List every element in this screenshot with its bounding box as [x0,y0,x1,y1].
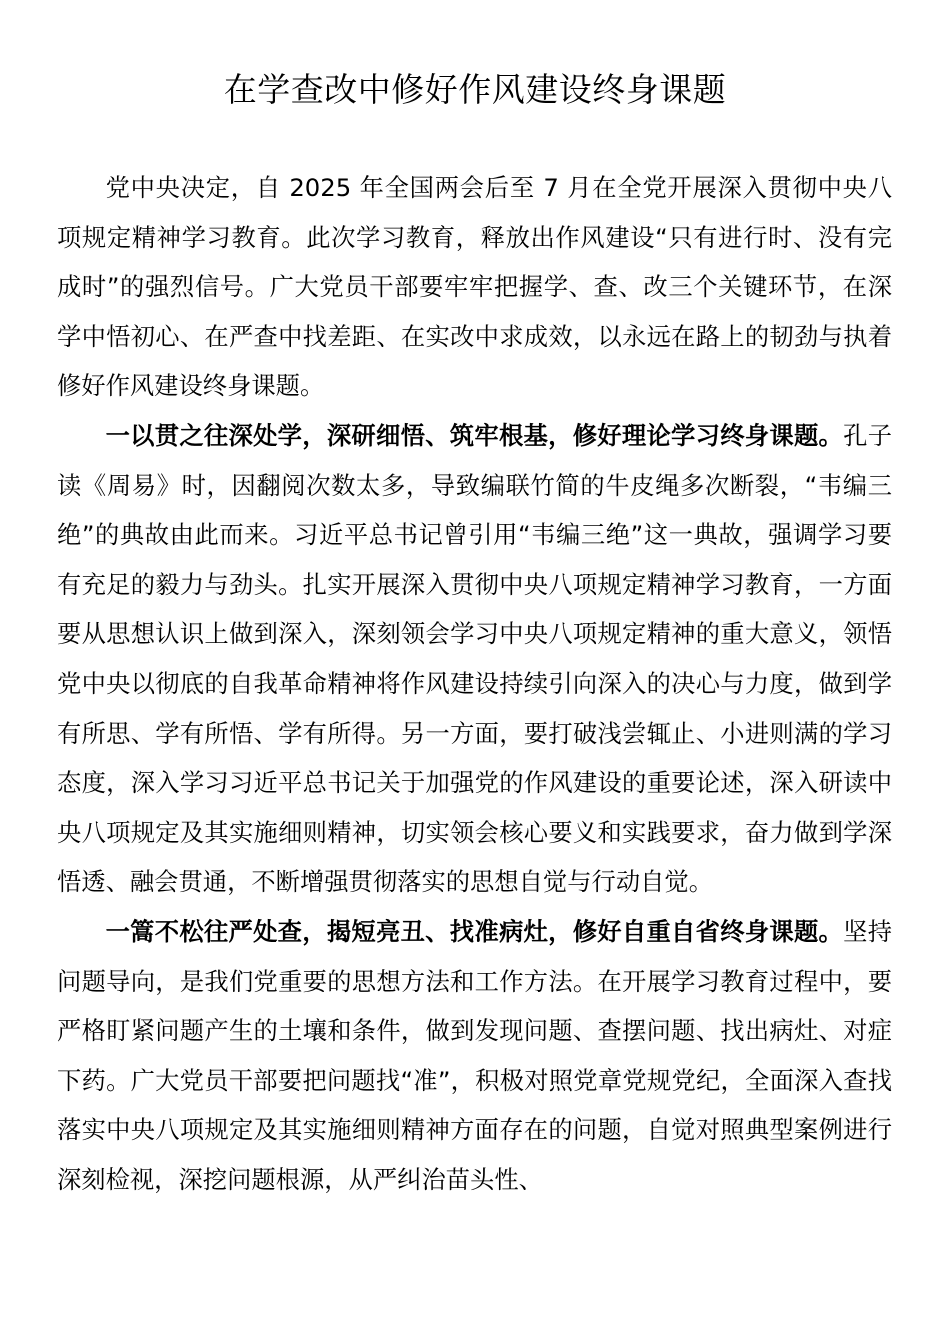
document-body [57,163,892,1204]
paragraph-text: 党中央决定，自 2025 年全国两会后至 7 月在全党开展深入贯彻中央八项规定精神学习教育。此次学习教育，释放出作风建设“只有进行时、没有完成时”的强烈信号。广大党员干部要牢牢把握学、查、改三个关键环节，在深学中悟初心、在严查中找差距、在实改中求成效，以永远在路上的韧劲与执着修好作风建设终身课题。 [57,173,892,401]
document-title: 在学查改中修好作风建设终身课题 [223,70,727,109]
paragraph-inspect [57,907,892,1205]
paragraph-text: 坚持问题导向，是我们党重要的思想方法和工作方法。在开展学习教育过程中，要严格盯紧问题产生的土壤和条件，做到发现问题、查摆问题、找出病灶、对症下药。广大党员干部要把问题找“准”，积极对照党章党规党纪，全面深入查找落实中央八项规定及其实施细则精神方面存在的问题，自觉对照典型案例进行深刻检视，深挖问题根源，从严纠治苗头性、 [57,916,893,1194]
paragraph-lead-heading: 一篙不松往严处查，揭短亮丑、找准病灶，修好自重自省终身课题。 [105,916,844,946]
paragraph-lead-heading: 一以贯之往深处学，深研细悟、筑牢根基，修好理论学习终身课题。 [105,420,844,450]
paragraph-intro [57,163,892,411]
paragraph-text: 孔子读《周易》时，因翻阅次数太多，导致编联竹简的牛皮绳多次断裂，“韦编三绝”的典故由此而来。习近平总书记曾引用“韦编三绝”这一典故，强调学习要有充足的毅力与劲头。扎实开展深入贯彻中央八项规定精神学习教育，一方面要从思想认识上做到深入，深刻领会学习中央八项规定精神的重大意义，领悟党中央以彻底的自我革命精神将作风建设持续引向深入的决心与力度，做到学有所思、学有所悟、学有所得。另一方面，要打破浅尝辄止、小进则满的学习态度，深入学习习近平总书记关于加强党的作风建设的重要论述，深入研读中央八项规定及其实施细则精神，切实领会核心要义和实践要求，奋力做到学深悟透、融会贯通，不断增强贯彻落实的思想自觉与行动自觉。 [57,420,893,897]
paragraph-study [57,411,892,907]
